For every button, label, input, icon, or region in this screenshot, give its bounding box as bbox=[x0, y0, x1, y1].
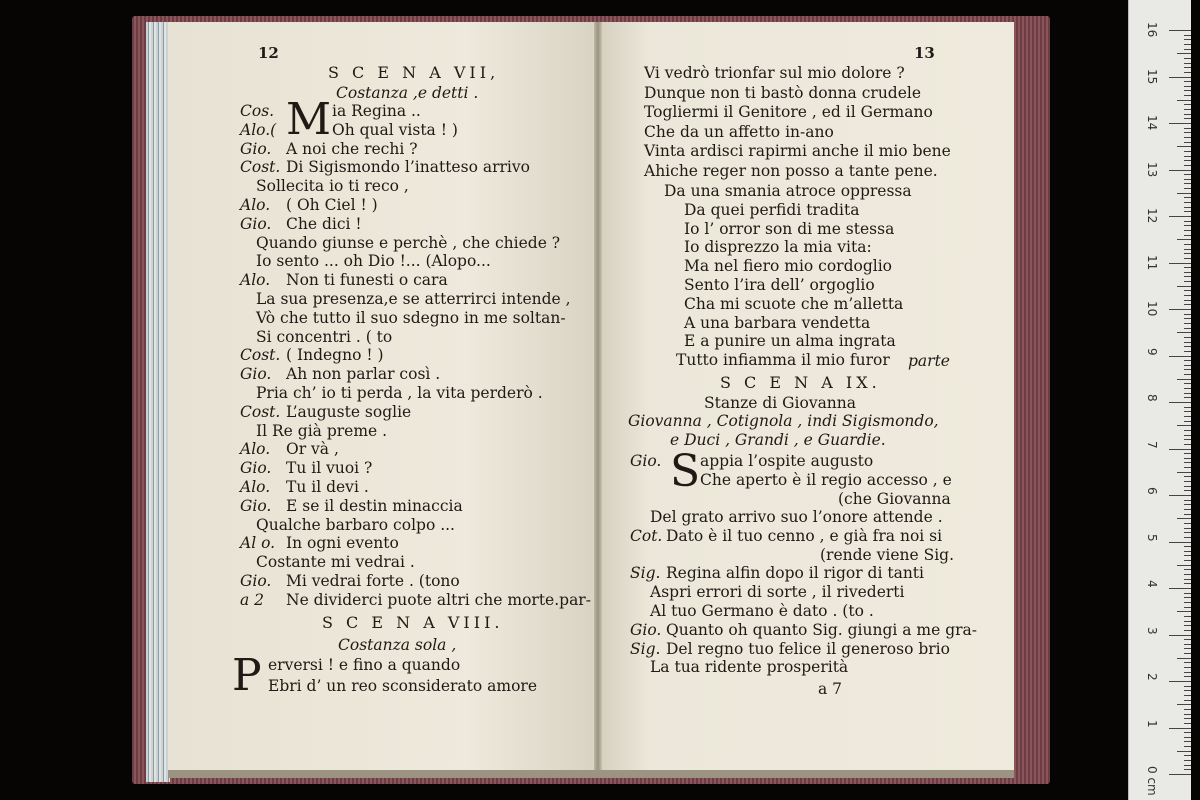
ruler-minor-tick bbox=[1184, 109, 1191, 110]
ruler-minor-tick bbox=[1184, 183, 1191, 184]
scene-subtitle: Costanza ,e detti . bbox=[336, 84, 479, 102]
speaker: Gio. bbox=[240, 572, 272, 590]
text-line: Che dici ! bbox=[286, 214, 362, 233]
ruler-tick bbox=[1169, 309, 1191, 310]
ruler-minor-tick bbox=[1184, 537, 1191, 538]
text-line: Tu il vuoi ? bbox=[286, 459, 373, 478]
ruler-minor-tick bbox=[1184, 197, 1191, 198]
speaker: Alo. bbox=[240, 440, 271, 459]
ruler-minor-tick bbox=[1184, 221, 1191, 222]
ruler-minor-tick bbox=[1184, 35, 1191, 36]
ruler-minor-tick bbox=[1184, 128, 1191, 129]
ruler-minor-tick bbox=[1184, 546, 1191, 547]
ruler-minor-tick bbox=[1177, 425, 1191, 426]
ruler-minor-tick bbox=[1184, 281, 1191, 282]
text-line: Io disprezzo la mia vita: bbox=[684, 238, 872, 257]
ruler-minor-tick bbox=[1184, 314, 1191, 315]
ruler-label: 7 bbox=[1145, 440, 1159, 449]
ruler-minor-tick bbox=[1177, 286, 1191, 287]
ruler-minor-tick bbox=[1184, 676, 1191, 677]
scene-title: S C E N A VIII. bbox=[322, 613, 504, 632]
ruler-minor-tick bbox=[1184, 360, 1191, 361]
ruler-minor-tick bbox=[1184, 723, 1191, 724]
text-line: A una barbara vendetta bbox=[684, 313, 871, 332]
speaker: Gio. bbox=[630, 620, 662, 639]
text-line: E a punire un alma ingrata bbox=[684, 332, 896, 351]
ruler-minor-tick bbox=[1184, 435, 1191, 436]
ruler-tick bbox=[1169, 263, 1191, 264]
ruler-minor-tick bbox=[1184, 509, 1191, 510]
ruler-minor-tick bbox=[1184, 165, 1191, 166]
text-line: Del regno tuo felice il generoso brio bbox=[666, 639, 950, 658]
speaker: Gio. bbox=[240, 214, 272, 233]
measurement-ruler bbox=[1128, 0, 1191, 800]
speaker: Sig. bbox=[630, 639, 661, 658]
ruler-minor-tick bbox=[1184, 467, 1191, 468]
ruler-minor-tick bbox=[1184, 383, 1191, 384]
ruler-minor-tick bbox=[1177, 611, 1191, 612]
page-number-left: 12 bbox=[258, 44, 279, 62]
scene-location: Stanze di Giovanna bbox=[704, 394, 857, 412]
ruler-minor-tick bbox=[1184, 765, 1191, 766]
ruler-minor-tick bbox=[1184, 304, 1191, 305]
ruler-minor-tick bbox=[1184, 458, 1191, 459]
speaker: Gio. bbox=[240, 365, 272, 384]
ruler-minor-tick bbox=[1184, 444, 1191, 445]
text-line: Da una smania atroce oppressa bbox=[664, 182, 912, 200]
text-line: A noi che rechi ? bbox=[286, 139, 418, 158]
text-line: Aspri errori di sorte , il rivederti bbox=[650, 583, 905, 602]
text-line: Ebri d’ un reo sconsiderato amore bbox=[268, 677, 537, 695]
text-line: Pria ch’ io ti perda , la vita perderò . bbox=[256, 384, 543, 402]
speaker: Gio. bbox=[240, 496, 272, 515]
scene-characters: e Duci , Grandi , e Guardie. bbox=[670, 431, 886, 449]
ruler-minor-tick bbox=[1184, 430, 1191, 431]
ruler-minor-tick bbox=[1184, 118, 1191, 119]
ruler-tick bbox=[1169, 728, 1191, 729]
ruler-minor-tick bbox=[1184, 156, 1191, 157]
speaker: Sig. bbox=[630, 564, 661, 583]
signature-mark: a 7 bbox=[818, 680, 843, 698]
speaker: Alo. bbox=[240, 478, 271, 496]
text-line: Il Re già preme . bbox=[256, 421, 388, 440]
ruler-minor-tick bbox=[1184, 528, 1191, 529]
ruler-label: 8 bbox=[1145, 394, 1159, 402]
text-line: Regina alfin dopo il rigor di tanti bbox=[666, 564, 924, 583]
text-line: Tu il devi . bbox=[286, 478, 369, 496]
text-line: Quanto oh quanto Sig. giungi a me gra- bbox=[666, 620, 978, 639]
ruler-minor-tick bbox=[1177, 472, 1191, 473]
ruler-minor-tick bbox=[1184, 416, 1191, 417]
text-line: Dato è il tuo cenno , e già fra noi si bbox=[666, 526, 943, 545]
ruler-minor-tick bbox=[1184, 421, 1191, 422]
speaker: Al o. bbox=[240, 534, 276, 553]
ruler-minor-tick bbox=[1184, 500, 1191, 501]
text-line: Da quei perfidi tradita bbox=[684, 200, 860, 219]
scene-characters: Giovanna , Cotignola , indi Sigismondo, bbox=[628, 412, 939, 430]
ruler-minor-tick bbox=[1177, 379, 1191, 380]
ruler-minor-tick bbox=[1184, 142, 1191, 143]
ruler-minor-tick bbox=[1184, 249, 1191, 250]
ruler-tick bbox=[1169, 774, 1191, 775]
text-line: Togliermi il Genitore , ed il Germano bbox=[644, 103, 933, 121]
ruler-minor-tick bbox=[1184, 551, 1191, 552]
ruler-minor-tick bbox=[1177, 193, 1191, 194]
ruler-minor-tick bbox=[1184, 411, 1191, 412]
ruler-label: 3 bbox=[1145, 626, 1159, 635]
text-line: Or và , bbox=[286, 440, 339, 459]
text-line: appia l’ospite augusto bbox=[700, 452, 874, 470]
speaker: Alo. bbox=[240, 271, 271, 290]
ruler-tick bbox=[1169, 635, 1191, 636]
ruler-minor-tick bbox=[1184, 267, 1191, 268]
text-line: Non ti funesti o cara bbox=[286, 271, 448, 290]
ruler-minor-tick bbox=[1184, 579, 1191, 580]
ruler-label: 16 bbox=[1145, 22, 1159, 38]
ruler-minor-tick bbox=[1184, 648, 1191, 649]
ruler-minor-tick bbox=[1177, 53, 1191, 54]
text-line: Sento l’ira dell’ orgoglio bbox=[684, 276, 875, 294]
drop-cap: P bbox=[232, 650, 262, 701]
text-line: Vò che tutto il suo sdegno in me soltan- bbox=[256, 308, 566, 327]
ruler-minor-tick bbox=[1184, 86, 1191, 87]
speaker: Alo. bbox=[240, 196, 271, 214]
text-line: ( Indegno ! ) bbox=[286, 346, 384, 365]
ruler-minor-tick bbox=[1184, 318, 1191, 319]
text-line: erversi ! e fino a quando bbox=[268, 656, 461, 674]
ruler-minor-tick bbox=[1177, 146, 1191, 147]
ruler-minor-tick bbox=[1184, 49, 1191, 50]
text-line: E se il destin minaccia bbox=[286, 496, 463, 515]
ruler-minor-tick bbox=[1184, 690, 1191, 691]
speaker: Gio. bbox=[240, 139, 272, 158]
ruler-minor-tick bbox=[1184, 630, 1191, 631]
ruler-minor-tick bbox=[1184, 718, 1191, 719]
ruler-minor-tick bbox=[1184, 393, 1191, 394]
ruler-minor-tick bbox=[1184, 574, 1191, 575]
page-number-right: 13 bbox=[914, 44, 935, 62]
text-line: ia Regina .. bbox=[332, 102, 421, 120]
text-line: Che da un affetto in-ano bbox=[644, 122, 834, 141]
ruler-tick bbox=[1169, 77, 1191, 78]
speaker: Cost. bbox=[240, 158, 281, 177]
ruler-minor-tick bbox=[1184, 760, 1191, 761]
ruler-minor-tick bbox=[1184, 300, 1191, 301]
ruler-minor-tick bbox=[1184, 621, 1191, 622]
text-line: Sollecita io ti reco , bbox=[256, 177, 409, 196]
ruler-minor-tick bbox=[1184, 662, 1191, 663]
text-line: Vi vedrò trionfar sul mio dolore ? bbox=[644, 64, 905, 82]
ruler-minor-tick bbox=[1184, 625, 1191, 626]
ruler-minor-tick bbox=[1184, 253, 1191, 254]
ruler-minor-tick bbox=[1184, 114, 1191, 115]
ruler-minor-tick bbox=[1184, 276, 1191, 277]
text-line: Ahiche reger non posso a tante pene. bbox=[644, 161, 938, 180]
text-line: Oh qual vista ! ) bbox=[332, 120, 458, 139]
text-line: L’auguste soglie bbox=[286, 402, 412, 421]
ruler-label: 5 bbox=[1145, 533, 1159, 542]
text-line: Costante mi vedrai . bbox=[256, 553, 415, 572]
ruler-minor-tick bbox=[1184, 453, 1191, 454]
text-line: Io l’ orror son di me stessa bbox=[684, 219, 895, 238]
ruler-minor-tick bbox=[1177, 332, 1191, 333]
ruler-minor-tick bbox=[1184, 490, 1191, 491]
ruler-label: 0 cm bbox=[1145, 766, 1159, 796]
ruler-minor-tick bbox=[1184, 388, 1191, 389]
ruler-minor-tick bbox=[1184, 481, 1191, 482]
ruler-minor-tick bbox=[1177, 751, 1191, 752]
text-line: Si concentri . ( to bbox=[256, 327, 393, 346]
ruler-minor-tick bbox=[1184, 90, 1191, 91]
ruler-minor-tick bbox=[1184, 695, 1191, 696]
ruler-label: 9 bbox=[1145, 347, 1159, 356]
ruler-minor-tick bbox=[1184, 179, 1191, 180]
ruler-label: 1 bbox=[1145, 719, 1159, 728]
ruler-minor-tick bbox=[1177, 565, 1191, 566]
page-bottom-edge bbox=[168, 770, 1014, 778]
ruler-minor-tick bbox=[1184, 39, 1191, 40]
scene-title: S C E N A VII, bbox=[328, 63, 500, 82]
speaker: Cost. bbox=[240, 402, 281, 421]
ruler-minor-tick bbox=[1184, 365, 1191, 366]
ruler-minor-tick bbox=[1184, 272, 1191, 273]
book-gutter bbox=[594, 22, 602, 770]
ruler-minor-tick bbox=[1184, 44, 1191, 45]
ruler-minor-tick bbox=[1184, 369, 1191, 370]
text-line: Ma nel fiero mio cordoglio bbox=[684, 257, 893, 276]
ruler-minor-tick bbox=[1184, 211, 1191, 212]
ruler-label: 11 bbox=[1145, 254, 1159, 270]
scene-title: S C E N A IX. bbox=[720, 373, 881, 392]
ruler-minor-tick bbox=[1184, 686, 1191, 687]
ruler-tick bbox=[1169, 449, 1191, 450]
ruler-minor-tick bbox=[1184, 532, 1191, 533]
speaker: Gio. bbox=[630, 452, 662, 470]
ruler-minor-tick bbox=[1184, 72, 1191, 73]
text-line: Io sento ... oh Dio !... (Alopo... bbox=[256, 252, 491, 271]
ruler-minor-tick bbox=[1184, 290, 1191, 291]
speaker: Cos. bbox=[240, 102, 275, 120]
ruler-minor-tick bbox=[1184, 755, 1191, 756]
ruler-minor-tick bbox=[1184, 151, 1191, 152]
ruler-minor-tick bbox=[1184, 230, 1191, 231]
ruler-minor-tick bbox=[1184, 351, 1191, 352]
ruler-minor-tick bbox=[1184, 746, 1191, 747]
page-edges bbox=[146, 22, 170, 782]
ruler-minor-tick bbox=[1184, 67, 1191, 68]
ruler-minor-tick bbox=[1177, 658, 1191, 659]
ruler-minor-tick bbox=[1184, 258, 1191, 259]
text-line: Al tuo Germano è dato . (to . bbox=[650, 602, 874, 620]
ruler-minor-tick bbox=[1184, 95, 1191, 96]
ruler-minor-tick bbox=[1184, 342, 1191, 343]
text-line: Tutto infiamma il mio furor bbox=[676, 351, 890, 370]
ruler-minor-tick bbox=[1184, 523, 1191, 524]
ruler-label: 2 bbox=[1145, 673, 1159, 681]
ruler-minor-tick bbox=[1184, 337, 1191, 338]
ruler-label: 13 bbox=[1145, 161, 1159, 177]
ruler-minor-tick bbox=[1184, 137, 1191, 138]
ruler-minor-tick bbox=[1184, 476, 1191, 477]
ruler-minor-tick bbox=[1184, 732, 1191, 733]
ruler-minor-tick bbox=[1184, 160, 1191, 161]
ruler-minor-tick bbox=[1184, 104, 1191, 105]
ruler-minor-tick bbox=[1184, 672, 1191, 673]
ruler-minor-tick bbox=[1184, 714, 1191, 715]
ruler-minor-tick bbox=[1184, 328, 1191, 329]
ruler-minor-tick bbox=[1177, 704, 1191, 705]
ruler-minor-tick bbox=[1184, 462, 1191, 463]
text-line: Quando giunse e perchè , che chiede ? bbox=[256, 233, 561, 252]
ruler-minor-tick bbox=[1184, 504, 1191, 505]
text-line: Mi vedrai forte . (tono bbox=[286, 572, 460, 590]
text-line: Ah non parlar così . bbox=[286, 365, 441, 384]
ruler-minor-tick bbox=[1184, 602, 1191, 603]
ruler-minor-tick bbox=[1177, 100, 1191, 101]
text-line: Ne dividerci puote altri che morte.par- bbox=[286, 590, 591, 609]
text-line: Di Sigismondo l’inatteso arrivo bbox=[286, 158, 530, 177]
ruler-tick bbox=[1169, 542, 1191, 543]
ruler-minor-tick bbox=[1184, 607, 1191, 608]
scene-subtitle: Costanza sola , bbox=[338, 636, 457, 654]
ruler-tick bbox=[1169, 402, 1191, 403]
ruler-minor-tick bbox=[1184, 207, 1191, 208]
ruler-minor-tick bbox=[1184, 81, 1191, 82]
ruler-minor-tick bbox=[1184, 235, 1191, 236]
ruler-minor-tick bbox=[1184, 593, 1191, 594]
ruler-minor-tick bbox=[1184, 486, 1191, 487]
ruler-label: 10 bbox=[1145, 301, 1159, 317]
ruler-tick bbox=[1169, 30, 1191, 31]
drop-cap: M bbox=[286, 94, 332, 145]
ruler-minor-tick bbox=[1184, 769, 1191, 770]
ruler-minor-tick bbox=[1184, 569, 1191, 570]
ruler-minor-tick bbox=[1184, 188, 1191, 189]
ruler-minor-tick bbox=[1184, 583, 1191, 584]
ruler-minor-tick bbox=[1184, 639, 1191, 640]
ruler-minor-tick bbox=[1184, 244, 1191, 245]
text-line: ( Oh Ciel ! ) bbox=[286, 196, 378, 214]
ruler-tick bbox=[1169, 588, 1191, 589]
ruler-minor-tick bbox=[1184, 407, 1191, 408]
ruler-tick bbox=[1169, 123, 1191, 124]
speaker: Gio. bbox=[240, 459, 272, 478]
ruler-minor-tick bbox=[1184, 63, 1191, 64]
ruler-label: 15 bbox=[1145, 68, 1159, 84]
ruler-minor-tick bbox=[1184, 225, 1191, 226]
ruler-minor-tick bbox=[1177, 518, 1191, 519]
ruler-minor-tick bbox=[1184, 295, 1191, 296]
ruler-minor-tick bbox=[1184, 132, 1191, 133]
text-line: Dunque non ti bastò donna crudele bbox=[644, 83, 922, 102]
text-line: La sua presenza,e se atterrirci intende , bbox=[256, 290, 571, 308]
ruler-minor-tick bbox=[1184, 737, 1191, 738]
text-line: La tua ridente prosperità bbox=[650, 658, 849, 677]
ruler-minor-tick bbox=[1184, 597, 1191, 598]
ruler-minor-tick bbox=[1184, 560, 1191, 561]
text-line: (che Giovanna bbox=[838, 490, 951, 508]
ruler-minor-tick bbox=[1184, 439, 1191, 440]
speaker: a 2 bbox=[240, 590, 265, 609]
ruler-minor-tick bbox=[1184, 741, 1191, 742]
ruler-minor-tick bbox=[1184, 397, 1191, 398]
ruler-tick bbox=[1169, 495, 1191, 496]
text-line: Vinta ardisci rapirmi anche il mio bene bbox=[644, 142, 951, 160]
text-line: Cha mi scuote che m’alletta bbox=[684, 294, 904, 313]
ruler-label: 12 bbox=[1145, 208, 1159, 224]
speaker: Alo.( bbox=[240, 120, 277, 139]
speaker: Cost. bbox=[240, 346, 281, 365]
speaker: Cot. bbox=[630, 526, 663, 545]
ruler-label: 6 bbox=[1145, 487, 1159, 495]
ruler-minor-tick bbox=[1184, 323, 1191, 324]
text-line: Del grato arrivo suo l’onore attende . bbox=[650, 508, 943, 526]
text-line: Che aperto è il regio accesso , e bbox=[700, 471, 952, 489]
ruler-minor-tick bbox=[1184, 346, 1191, 347]
ruler-minor-tick bbox=[1184, 653, 1191, 654]
stage-direction: parte bbox=[908, 352, 950, 370]
ruler-minor-tick bbox=[1184, 700, 1191, 701]
text-line: (rende viene Sig. bbox=[820, 545, 955, 564]
text-line: In ogni evento bbox=[286, 534, 399, 553]
ruler-minor-tick bbox=[1184, 174, 1191, 175]
ruler-label: 4 bbox=[1145, 580, 1159, 588]
ruler-tick bbox=[1169, 681, 1191, 682]
ruler-minor-tick bbox=[1184, 374, 1191, 375]
ruler-minor-tick bbox=[1184, 58, 1191, 59]
ruler-label: 14 bbox=[1145, 115, 1159, 131]
text-line: Qualche barbaro colpo ... bbox=[256, 515, 455, 534]
ruler-minor-tick bbox=[1184, 202, 1191, 203]
ruler-minor-tick bbox=[1184, 616, 1191, 617]
ruler-minor-tick bbox=[1184, 667, 1191, 668]
ruler-minor-tick bbox=[1184, 709, 1191, 710]
ruler-tick bbox=[1169, 216, 1191, 217]
ruler-minor-tick bbox=[1177, 239, 1191, 240]
drop-cap: S bbox=[670, 446, 701, 497]
ruler-minor-tick bbox=[1184, 555, 1191, 556]
ruler-minor-tick bbox=[1184, 514, 1191, 515]
ruler-tick bbox=[1169, 170, 1191, 171]
ruler-tick bbox=[1169, 356, 1191, 357]
ruler-minor-tick bbox=[1184, 644, 1191, 645]
